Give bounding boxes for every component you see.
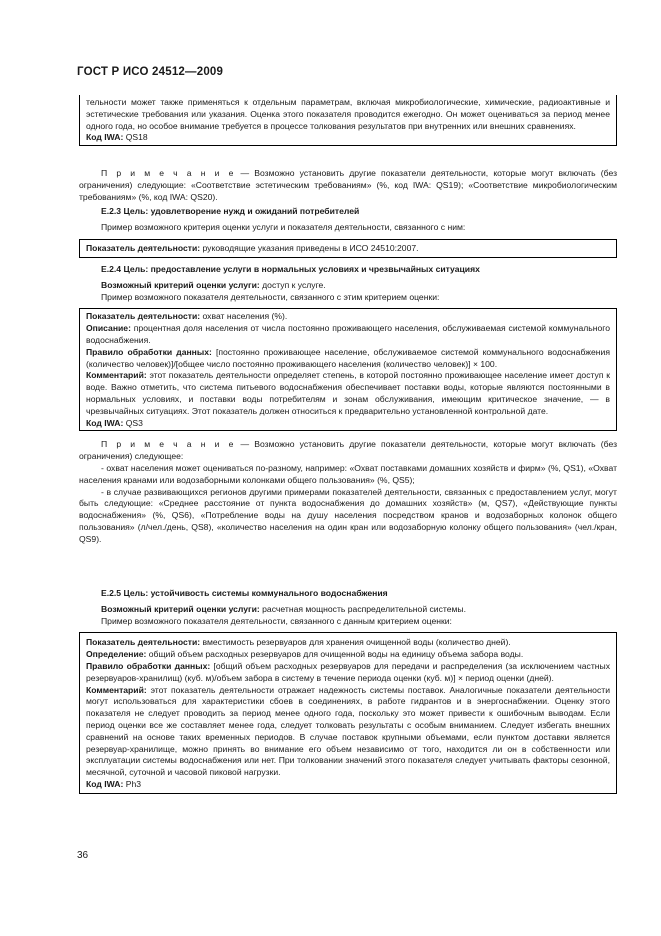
indicator-label: Показатель деятельности: [86, 311, 201, 322]
note-block-1 [79, 168, 617, 203]
comment-line [86, 685, 610, 779]
page-number: 36 [77, 850, 89, 861]
indicator-line [86, 243, 610, 255]
indicator-line [86, 311, 610, 323]
section-heading: Е.2.3 Цель: удовлетворение нужд и ожиданий потребителей [101, 206, 360, 216]
section-e23 [79, 206, 617, 258]
list-item: - охват населения может оцениваться по-разному, например: «Охват поставками домашних хозяйств и фирм» (%, QS1), «Охват населения кранами или водозаборными колонками общего пользования» (%, QS5); [79, 462, 617, 485]
iwa-code-line [86, 132, 610, 144]
note-paragraph [79, 168, 617, 203]
note-paragraph [79, 439, 617, 463]
rule-line [86, 661, 610, 685]
indicator-box [79, 632, 617, 793]
rule-text: [постоянно проживающее население, обслуживаемое системой коммунального водоснабжения (количество человек)]/[общее число постоянно проживающего населения (количество человек)] × 100. [86, 346, 610, 369]
rule-text: [общий объем расходных резервуаров для передачи и распределения (за исключением частных резервуаров-хранилищ) (куб. м)/объем забора в систему в течение периода оценки (куб. м)] × период оценки (дней). [86, 660, 611, 683]
note-text: — Возможно установить другие показатели деятельности, которые могут включать (без ограничения) следующее: [79, 439, 618, 462]
rule-label: Правило обработки данных: [86, 660, 211, 671]
section-heading: Е.2.5 Цель: устойчивость системы коммунального водоснабжения [101, 588, 388, 598]
description-line [86, 323, 610, 347]
comment-line [86, 370, 610, 417]
indicator-label: Показатель деятельности: [86, 637, 201, 648]
definition-label: Определение: [86, 649, 147, 660]
description-text: процентная доля населения от числа постоянно проживающего населения, обслуживаемая системой коммунального водоснабжения. [86, 323, 610, 345]
iwa-code-value: QS3 [125, 417, 143, 428]
note-label: П р и м е ч а н и е [101, 439, 236, 450]
section-intro: Пример возможного показателя деятельности, связанного с этим критерием оценки: [101, 291, 440, 302]
definition-line [86, 649, 610, 661]
indicator-line [86, 637, 610, 649]
indicator-text: руководящие указания приведены в ИСО 24510:2007. [200, 242, 419, 253]
indicator-box [79, 239, 617, 259]
section-e24 [79, 264, 617, 546]
criterion-label: Возможный критерий оценки услуги: [101, 279, 260, 290]
criterion-line [79, 604, 617, 616]
comment-text: этот показатель деятельности отражает надежность системы поставок. Аналогичные показатели деятельности могут использоваться для характеристики сбоев в соединениях, в работе гидрантов и в энергоснабжении. Оценку этого показателя не следует проводить за период менее одного года, поскольку это может привести к ошибочным выводам. Если период оценки все же составляет менее года, следует толковать результаты с особым вниманием. Следует избегать внешних сравнений на основе таких временных периодов. В случае поставок крупными объемами, если пунктом доставки является резервуар-хранилище, можно принять во внимание его объем независимо от того, находится ли он в собственности или эксплуатации системы водоснабжения или нет. При толковании значений этого показателя следует учитывать факторы сезонной, месячной, суточной и часовой пиковой нагрузки. [86, 684, 610, 778]
section-intro: Пример возможного критерия оценки услуги и показателя деятельности, связанного с ним: [101, 221, 466, 232]
list-item: - в случае развивающихся регионов другими примерами показателей деятельности, связанных с предоставлением услуг, могут быть следующие: «Среднее расстояние от пункта водоснабжения до домашних хозяйств» (м, QS7), «Действующие пункты водоснабжения» (%, QS6), «Потребление воды на душу населения посредством кранов и водозаборных колонок общего пользования» (л/чел./день, QS8), «количество населения на один кран или водозаборную колонку общего пользования» (чел./кран, QS9). [79, 486, 617, 544]
rule-label: Правило обработки данных: [86, 346, 212, 357]
criterion-label: Возможный критерий оценки услуги: [101, 603, 260, 614]
description-label: Описание: [86, 323, 131, 334]
iwa-code-value: Ph3 [125, 778, 142, 789]
section-e25 [79, 588, 617, 794]
definition-text: общий объем расходных резервуаров для очищенной воды на единицу объема забора воды. [146, 649, 524, 660]
page-header: ГОСТ Р ИСО 24512—2009 [77, 66, 224, 78]
indicator-box [79, 308, 617, 431]
rule-line [86, 347, 610, 371]
continuation-text: тельности может также применяться к отдельным параметрам, включая микробиологические, химические, радиоактивные и эстетические требования или указания. Оценка этого показателя проводится ежегодно. Он может оцениваться за период менее одного года, но особое внимание требуется в процессе толкования результатов при внутренних или внешних сравнениях. [86, 97, 610, 131]
note-text: — Возможно установить другие показатели деятельности, которые могут включать (без ограничения) следующие: «Соответствие эстетическим требованиям» (%, код IWA: QS19); «Соответствие микробиологическим требованиям» (%, код IWA: QS20). [79, 168, 618, 202]
continuation-block [79, 95, 617, 146]
criterion-line [79, 280, 617, 292]
section-intro: Пример возможного показателя деятельности, связанного с данным критерием оценки: [101, 615, 452, 626]
comment-text: этот показатель деятельности определяет степень, в которой постоянно проживающее население имеет доступ к воде. Важно отметить, что система питьевого водоснабжения обеспечивает поставки воды, которые являются постоянными в нормальных условиях, и поставки воды потребителям и зонам обслуживания, имеющим критическое значение, — в чрезвычайных ситуациях. Этот показатель должен относиться к предварительно установленной контрольной дате. [86, 370, 610, 416]
indicator-text: охват населения (%). [200, 311, 288, 322]
criterion-text: расчетная мощность распределительной системы. [259, 603, 466, 614]
comment-label: Комментарий: [86, 370, 147, 381]
comment-label: Комментарий: [86, 684, 147, 695]
note-label: П р и м е ч а н и е [101, 168, 236, 178]
iwa-code-line [86, 418, 610, 430]
iwa-code-label: Код IWA: [86, 132, 124, 143]
iwa-code-value: QS18 [125, 132, 148, 143]
criterion-text: доступ к услуге. [259, 279, 326, 290]
iwa-code-label: Код IWA: [86, 778, 124, 789]
continuation-box [79, 95, 617, 146]
iwa-code-label: Код IWA: [86, 417, 124, 428]
indicator-text: вместимость резервуаров для хранения очищенной воды (количество дней). [200, 637, 511, 648]
section-heading: Е.2.4 Цель: предоставление услуги в нормальных условиях и чрезвычайных ситуациях [101, 264, 480, 274]
iwa-code-line [86, 779, 610, 791]
indicator-label: Показатель деятельности: [86, 242, 201, 253]
